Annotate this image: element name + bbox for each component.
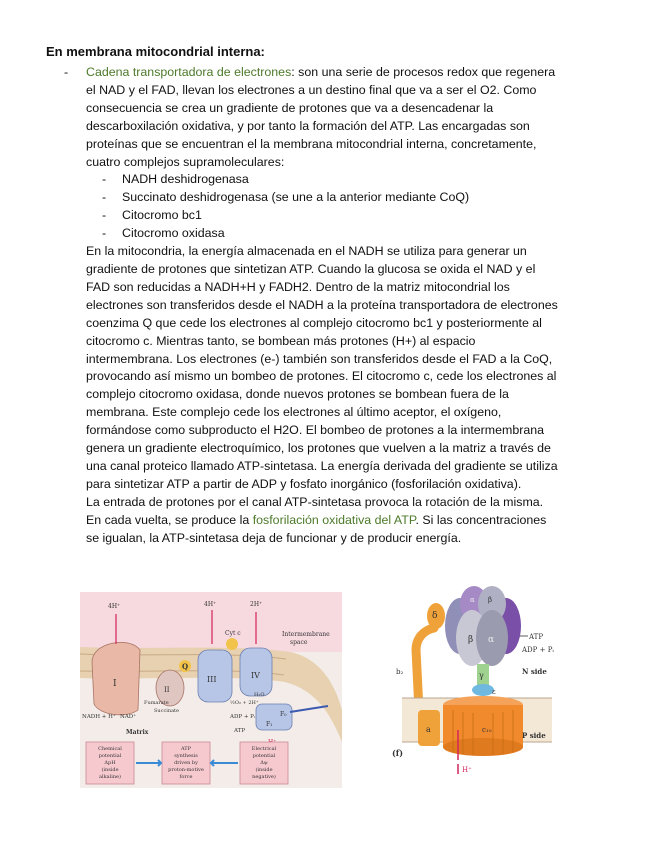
a-label: a: [426, 725, 431, 734]
fo-label: F₀: [280, 711, 287, 718]
body-line: gradiente de protones que sintetizan ATP. Cuando la glucosa se oxida el NAD y el: [86, 261, 536, 276]
box-text: Δψ: [260, 760, 268, 766]
body-line: coenzima Q que cede los electrones al complejo citocromo bc1 y posteriormente al: [86, 315, 542, 330]
box-text: proton-motive: [168, 767, 204, 773]
body-line: formándose como subproducto el H2O. El bombeo de protones a la intermembrana: [86, 423, 545, 438]
adp-label: ADP + Pᵢ: [522, 646, 554, 654]
complex-list-item: [102, 225, 624, 243]
bullet-item: [64, 64, 624, 171]
complex-iv-label: IV: [251, 671, 260, 680]
cytochrome-c: [226, 638, 238, 650]
complex-list-item: [102, 207, 624, 225]
gamma-label: γ: [479, 671, 484, 680]
panel-label: (f): [392, 748, 404, 758]
succinate-label: Succinate: [154, 708, 180, 714]
bullet-dash: -: [64, 65, 69, 79]
oxygen-label: ½O₂ + 2H⁺: [230, 700, 259, 706]
intermembrane-label: Intermembrane: [282, 631, 330, 638]
body-line: para sintetizar ATP a partir de ADP y fosfato inorgánico (fosforilación oxidativa).: [86, 476, 522, 491]
nad-label: NAD⁺: [120, 714, 137, 720]
adp-label: ADP + Pᵢ: [230, 714, 255, 720]
highlighted-term-2: fosforilación oxidativa del ATP: [252, 512, 416, 527]
sub-dash: -: [102, 190, 107, 205]
proton-label: 4H⁺: [204, 601, 217, 608]
section-heading: En membrana mitocondrial interna:: [46, 44, 265, 59]
complex-label: Succinato deshidrogenasa (se une a la anterior mediante CoQ): [122, 190, 470, 205]
complex-ii-label: II: [164, 686, 170, 694]
p-side-label: P side: [522, 731, 546, 740]
c10-label: c₁₀: [482, 726, 492, 734]
beta-label: β: [488, 596, 493, 604]
bullet-line-4: descarboxilación oxidativa, y por tanto la formación del ATP. Las encargadas son: [86, 118, 530, 133]
n-side-label: N side: [522, 667, 547, 676]
body-line: genera un gradiente electroquímico, los protones que vuelven a la matriz a través de: [86, 441, 551, 456]
body-line: En la mitocondria, la energía almacenada en el NADH se utiliza para generar un: [86, 244, 527, 259]
c-ring-bottom: [443, 738, 523, 756]
water-label: H₂O: [254, 692, 265, 698]
beta-label: β: [468, 635, 474, 645]
body-line: FAD son reducidas a NADH+H y FADH2. Dentro de la matriz mitocondrial los: [86, 279, 510, 294]
complex-list: [64, 171, 624, 243]
atp-synthase-figure: [388, 580, 560, 776]
body-line: intermembrana. Los electrones (e-) también son transferidos desde el FAD a la CoQ,: [86, 351, 553, 366]
body-line: En cada vuelta, se produce la: [86, 512, 253, 527]
bullet-line-3: consecuencia se crea un gradiente de protones que va a desencadenar la: [86, 100, 494, 115]
box-text: Chemical: [98, 746, 122, 752]
body-paragraph: [64, 243, 624, 547]
cyt-c-label: Cyt c: [225, 630, 241, 637]
complex-i-label: I: [113, 679, 117, 689]
box-text: synthesis: [174, 753, 198, 759]
complex-list-item: [102, 189, 624, 207]
epsilon-subunit: [472, 684, 494, 696]
bullet-line-5: proteínas que se encuentran el la membrana mitocondrial interna, concretamente,: [86, 136, 537, 151]
b2-label: b₂: [396, 668, 404, 676]
bullet-line-1: : son una serie de procesos redox que regenera: [291, 65, 556, 79]
box-text: (inside: [255, 767, 273, 773]
box-text: alkaline): [99, 774, 121, 780]
delta-label: δ: [432, 611, 438, 621]
bullet-line-6: cuatro complejos supramoleculares:: [86, 154, 285, 169]
electron-transport-chain-figure: [80, 592, 342, 788]
highlighted-term: Cadena transportadora de electrones: [86, 65, 292, 79]
proton-label: 2H⁺: [250, 601, 263, 608]
box-text: force: [179, 774, 193, 780]
atp-synthase-f1: [256, 704, 292, 730]
box-text: (inside: [101, 767, 119, 773]
body-line: provocando así mismo un bombeo de protones. El citocromo c, cede los electrones al: [86, 369, 557, 384]
matrix-label: Matrix: [126, 729, 149, 736]
box-text: potential: [98, 753, 122, 759]
box-text: driven by: [174, 760, 198, 766]
body-line: complejo citocromo oxidasa, donde nuevos protones se bombean fuera de la: [86, 387, 509, 402]
epsilon-label: ε: [492, 688, 496, 696]
body-line: se igualan, la ATP-sintetasa deja de funcionar y de producir energía.: [86, 530, 462, 545]
q-label: Q: [182, 662, 189, 671]
body-line: una canal proteico llamado ATP-sintetasa. La energía derivada del gradiente se utiliza: [86, 458, 558, 473]
body-line: membrana. Este complejo cede los electrones al último aceptor, el oxígeno,: [86, 405, 502, 420]
body-line: electrones son transferidos desde el NADH a la proteína transportadora de electrones: [86, 297, 558, 312]
complex-iii-label: III: [207, 675, 217, 684]
body-line: citocromo c. Mientras tanto, se bombean más protones (H+) al espacio: [86, 333, 476, 348]
sub-dash: -: [102, 208, 107, 223]
complex-list-item: [102, 171, 624, 189]
complex-label: NADH deshidrogenasa: [122, 172, 249, 187]
box-text: ΔpH: [104, 760, 116, 766]
box-text: ATP: [180, 746, 192, 752]
alpha-label: α: [470, 596, 475, 604]
body-line-end: . Si las concentraciones: [415, 512, 547, 527]
atp-label: ATP: [234, 728, 246, 734]
body-line: La entrada de protones por el canal ATP-sintetasa provoca la rotación de la misma.: [86, 494, 544, 509]
proton-label: 4H⁺: [108, 603, 121, 610]
space-label: space: [290, 639, 308, 646]
box-text: negative): [252, 774, 276, 780]
sub-dash: -: [102, 172, 107, 187]
complex-label: Citocromo bc1: [122, 208, 202, 223]
complex-label: Citocromo oxidasa: [122, 226, 225, 241]
content-block: [64, 64, 624, 547]
alpha-label: α: [488, 635, 495, 645]
proton-label: H⁺: [462, 766, 472, 774]
atp-label: ATP: [529, 633, 544, 641]
f1-label: F₁: [266, 721, 273, 728]
bullet-line-2: el NAD y el FAD, llevan los electrones a un destino final que va a ser el O2. Como: [86, 82, 537, 97]
sub-dash: -: [102, 226, 107, 241]
box-text: Electrical: [251, 746, 277, 752]
fumarate-label: Fumarate: [144, 700, 169, 706]
box-text: potential: [252, 753, 276, 759]
nadh-label: NADH + H⁺: [82, 714, 116, 720]
